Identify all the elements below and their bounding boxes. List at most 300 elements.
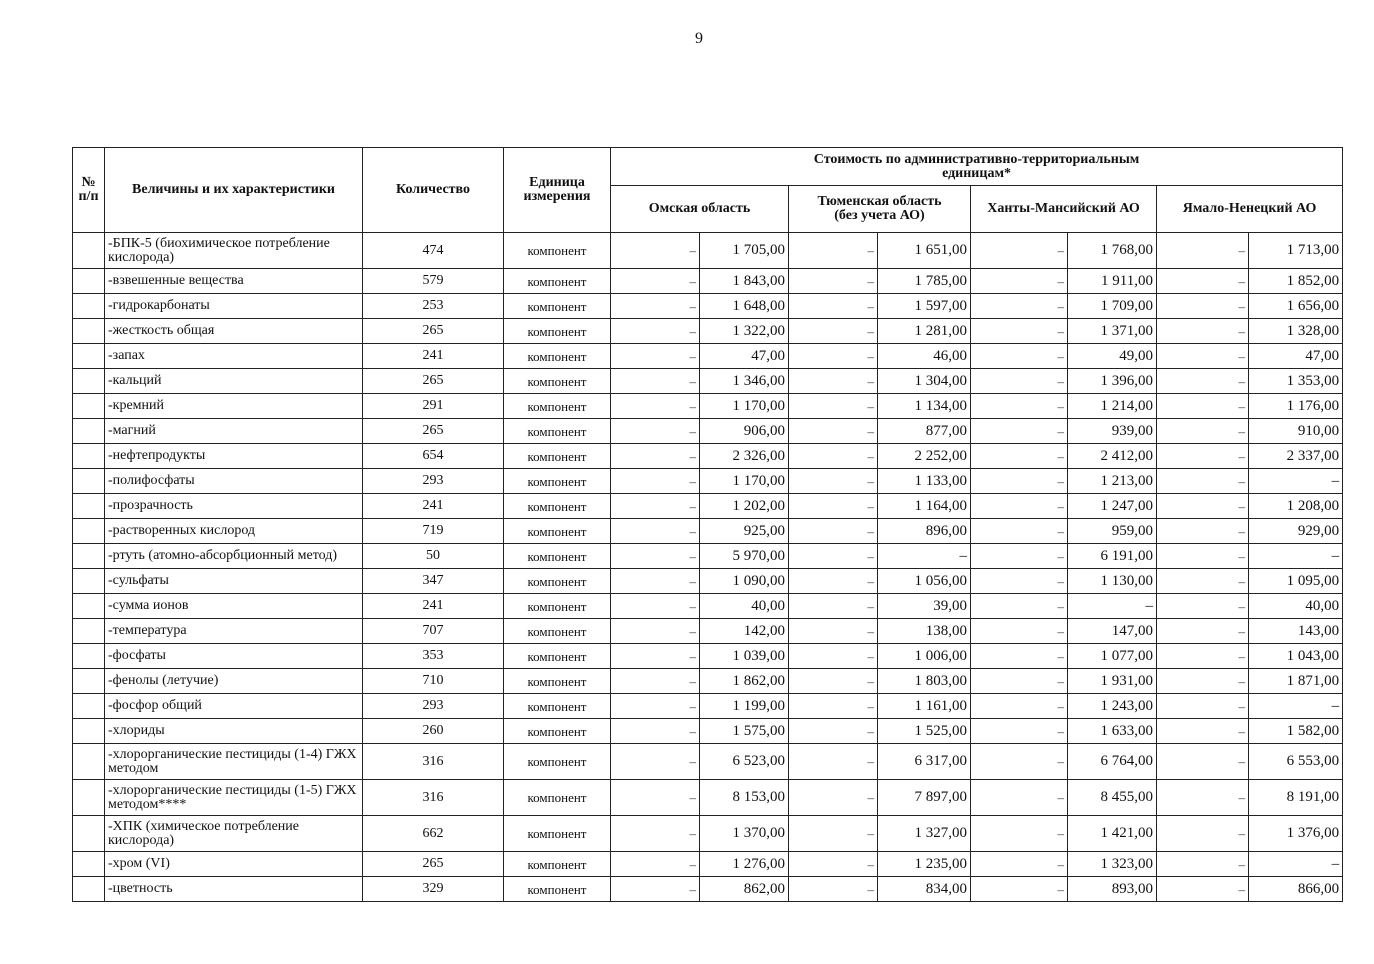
row-name: -гидрокарбонаты: [105, 294, 363, 319]
row-dash: –: [789, 233, 878, 269]
table-row: [73, 744, 1343, 780]
table-row: [73, 294, 1343, 319]
row-dash: –: [1157, 294, 1249, 319]
row-dash: –: [971, 469, 1068, 494]
row-value: 1 208,00: [1249, 494, 1343, 519]
row-number: [73, 644, 105, 669]
row-quantity: 474: [363, 233, 504, 269]
row-value: –: [1249, 852, 1343, 877]
row-value: 1 353,00: [1249, 369, 1343, 394]
row-number: [73, 852, 105, 877]
table-row: [73, 816, 1343, 852]
row-number: [73, 744, 105, 780]
row-name: -фенолы (летучие): [105, 669, 363, 694]
row-value: 1 911,00: [1068, 269, 1157, 294]
row-quantity: 265: [363, 419, 504, 444]
row-dash: –: [971, 444, 1068, 469]
row-dash: –: [611, 294, 700, 319]
row-dash: –: [971, 494, 1068, 519]
row-value: 47,00: [700, 344, 789, 369]
row-name: -БПК-5 (биохимическое потребление кислорода): [105, 233, 363, 269]
table-row: [73, 877, 1343, 902]
row-name: -сульфаты: [105, 569, 363, 594]
row-value: 1 043,00: [1249, 644, 1343, 669]
row-number: [73, 780, 105, 816]
row-dash: –: [1157, 544, 1249, 569]
row-number: [73, 619, 105, 644]
row-value: 910,00: [1249, 419, 1343, 444]
row-dash: –: [789, 594, 878, 619]
row-number: [73, 469, 105, 494]
row-dash: –: [789, 519, 878, 544]
row-value: 47,00: [1249, 344, 1343, 369]
row-value: 1 862,00: [700, 669, 789, 694]
row-name: -кальций: [105, 369, 363, 394]
row-quantity: 241: [363, 344, 504, 369]
row-value: 866,00: [1249, 877, 1343, 902]
row-unit: компонент: [504, 469, 611, 494]
row-name: -полифосфаты: [105, 469, 363, 494]
row-name: -растворенных кислород: [105, 519, 363, 544]
row-dash: –: [611, 519, 700, 544]
row-dash: –: [1157, 319, 1249, 344]
row-unit: компонент: [504, 269, 611, 294]
row-value: 1 376,00: [1249, 816, 1343, 852]
row-dash: –: [789, 469, 878, 494]
row-value: 1 713,00: [1249, 233, 1343, 269]
row-value: 1 134,00: [878, 394, 971, 419]
row-value: 40,00: [700, 594, 789, 619]
row-value: 1 346,00: [700, 369, 789, 394]
row-dash: –: [971, 544, 1068, 569]
row-name: -хлорорганические пестициды (1-5) ГЖХ методом****: [105, 780, 363, 816]
row-unit: компонент: [504, 394, 611, 419]
row-quantity: 347: [363, 569, 504, 594]
row-value: 1 709,00: [1068, 294, 1157, 319]
row-unit: компонент: [504, 494, 611, 519]
row-number: [73, 294, 105, 319]
row-quantity: 579: [363, 269, 504, 294]
row-name: -ХПК (химическое потребление кислорода): [105, 816, 363, 852]
row-value: 1 582,00: [1249, 719, 1343, 744]
row-number: [73, 394, 105, 419]
row-dash: –: [611, 644, 700, 669]
row-name: -жесткость общая: [105, 319, 363, 344]
row-dash: –: [789, 852, 878, 877]
row-value: 2 326,00: [700, 444, 789, 469]
row-value: 1 328,00: [1249, 319, 1343, 344]
row-dash: –: [789, 394, 878, 419]
row-dash: –: [1157, 877, 1249, 902]
row-value: 929,00: [1249, 519, 1343, 544]
row-value: 138,00: [878, 619, 971, 644]
table-row: [73, 494, 1343, 519]
row-name: -нефтепродукты: [105, 444, 363, 469]
row-value: 1 161,00: [878, 694, 971, 719]
header-cost: Стоимость по административно-территориальным единицам*: [611, 148, 1343, 186]
row-value: 1 095,00: [1249, 569, 1343, 594]
table-row: [73, 394, 1343, 419]
row-dash: –: [1157, 233, 1249, 269]
row-dash: –: [611, 877, 700, 902]
row-dash: –: [611, 469, 700, 494]
row-name: -магний: [105, 419, 363, 444]
row-value: 143,00: [1249, 619, 1343, 644]
row-value: 862,00: [700, 877, 789, 902]
row-dash: –: [1157, 519, 1249, 544]
row-value: 1 705,00: [700, 233, 789, 269]
row-dash: –: [1157, 494, 1249, 519]
row-dash: –: [789, 344, 878, 369]
row-dash: –: [1157, 669, 1249, 694]
row-unit: компонент: [504, 669, 611, 694]
row-dash: –: [971, 569, 1068, 594]
table-row: [73, 269, 1343, 294]
row-dash: –: [971, 519, 1068, 544]
row-value: 1 322,00: [700, 319, 789, 344]
row-dash: –: [789, 877, 878, 902]
row-dash: –: [789, 719, 878, 744]
row-dash: –: [1157, 816, 1249, 852]
row-value: 1 803,00: [878, 669, 971, 694]
row-number: [73, 544, 105, 569]
row-value: 834,00: [878, 877, 971, 902]
row-unit: компонент: [504, 369, 611, 394]
row-value: 1 090,00: [700, 569, 789, 594]
row-value: 1 281,00: [878, 319, 971, 344]
row-dash: –: [789, 419, 878, 444]
row-value: 959,00: [1068, 519, 1157, 544]
row-number: [73, 233, 105, 269]
row-value: 1 396,00: [1068, 369, 1157, 394]
row-value: 1 371,00: [1068, 319, 1157, 344]
row-quantity: 316: [363, 780, 504, 816]
row-unit: компонент: [504, 569, 611, 594]
header-unit: Единица измерения: [504, 148, 611, 233]
row-dash: –: [971, 644, 1068, 669]
row-unit: компонент: [504, 294, 611, 319]
row-value: 6 523,00: [700, 744, 789, 780]
row-dash: –: [611, 694, 700, 719]
row-name: -ртуть (атомно-абсорбционный метод): [105, 544, 363, 569]
row-dash: –: [789, 494, 878, 519]
row-dash: –: [789, 644, 878, 669]
row-value: 1 651,00: [878, 233, 971, 269]
row-value: –: [1249, 544, 1343, 569]
row-dash: –: [789, 669, 878, 694]
row-dash: –: [611, 569, 700, 594]
row-value: 1 843,00: [700, 269, 789, 294]
row-value: 1 931,00: [1068, 669, 1157, 694]
row-dash: –: [971, 269, 1068, 294]
row-value: 896,00: [878, 519, 971, 544]
row-quantity: 293: [363, 469, 504, 494]
row-value: 39,00: [878, 594, 971, 619]
table-row: [73, 319, 1343, 344]
table-row: [73, 780, 1343, 816]
table-row: [73, 544, 1343, 569]
row-number: [73, 519, 105, 544]
row-name: -взвешенные вещества: [105, 269, 363, 294]
row-value: 1 176,00: [1249, 394, 1343, 419]
header-qty: Количество: [363, 148, 504, 233]
row-value: 1 243,00: [1068, 694, 1157, 719]
row-unit: компонент: [504, 544, 611, 569]
row-value: 8 153,00: [700, 780, 789, 816]
row-value: 1 164,00: [878, 494, 971, 519]
row-quantity: 316: [363, 744, 504, 780]
row-quantity: 260: [363, 719, 504, 744]
row-value: 925,00: [700, 519, 789, 544]
table-row: [73, 669, 1343, 694]
row-unit: компонент: [504, 694, 611, 719]
row-value: 877,00: [878, 419, 971, 444]
row-name: -фосфаты: [105, 644, 363, 669]
row-dash: –: [611, 419, 700, 444]
table-row: [73, 344, 1343, 369]
row-unit: компонент: [504, 744, 611, 780]
row-dash: –: [611, 719, 700, 744]
row-value: 1 370,00: [700, 816, 789, 852]
row-dash: –: [611, 344, 700, 369]
row-name: -фосфор общий: [105, 694, 363, 719]
row-name: -кремний: [105, 394, 363, 419]
row-dash: –: [971, 294, 1068, 319]
row-dash: –: [789, 369, 878, 394]
row-dash: –: [1157, 744, 1249, 780]
row-value: 1 575,00: [700, 719, 789, 744]
row-dash: –: [789, 816, 878, 852]
row-dash: –: [611, 619, 700, 644]
row-quantity: 710: [363, 669, 504, 694]
row-number: [73, 419, 105, 444]
table-row: [73, 444, 1343, 469]
row-unit: компонент: [504, 852, 611, 877]
row-quantity: 707: [363, 619, 504, 644]
row-value: 1 525,00: [878, 719, 971, 744]
row-value: 1 133,00: [878, 469, 971, 494]
row-value: 1 768,00: [1068, 233, 1157, 269]
row-dash: –: [1157, 694, 1249, 719]
row-value: 40,00: [1249, 594, 1343, 619]
table-row: [73, 569, 1343, 594]
row-dash: –: [1157, 619, 1249, 644]
row-dash: –: [1157, 852, 1249, 877]
row-dash: –: [1157, 594, 1249, 619]
row-quantity: 329: [363, 877, 504, 902]
row-value: 142,00: [700, 619, 789, 644]
row-dash: –: [611, 233, 700, 269]
row-dash: –: [971, 344, 1068, 369]
row-name: -хром (VI): [105, 852, 363, 877]
cost-table: [72, 147, 1343, 902]
row-unit: компонент: [504, 233, 611, 269]
table-row: [73, 694, 1343, 719]
row-value: 1 597,00: [878, 294, 971, 319]
row-dash: –: [1157, 569, 1249, 594]
row-dash: –: [1157, 369, 1249, 394]
row-value: 1 202,00: [700, 494, 789, 519]
row-dash: –: [611, 394, 700, 419]
row-dash: –: [971, 233, 1068, 269]
header-region-khmao: Ханты-Мансийский АО: [971, 186, 1157, 233]
row-value: 1 235,00: [878, 852, 971, 877]
row-dash: –: [789, 780, 878, 816]
row-dash: –: [611, 816, 700, 852]
row-value: 1 006,00: [878, 644, 971, 669]
row-value: 893,00: [1068, 877, 1157, 902]
row-unit: компонент: [504, 419, 611, 444]
table-row: [73, 369, 1343, 394]
row-dash: –: [611, 852, 700, 877]
row-name: -цветность: [105, 877, 363, 902]
row-dash: –: [611, 269, 700, 294]
table-row: [73, 852, 1343, 877]
row-value: 1 421,00: [1068, 816, 1157, 852]
row-value: 939,00: [1068, 419, 1157, 444]
row-dash: –: [971, 619, 1068, 644]
row-dash: –: [789, 619, 878, 644]
row-value: 2 252,00: [878, 444, 971, 469]
row-dash: –: [611, 744, 700, 780]
row-value: 6 317,00: [878, 744, 971, 780]
row-number: [73, 594, 105, 619]
row-dash: –: [971, 419, 1068, 444]
table-body: [73, 233, 1343, 902]
row-value: 147,00: [1068, 619, 1157, 644]
row-dash: –: [1157, 394, 1249, 419]
row-quantity: 662: [363, 816, 504, 852]
row-unit: компонент: [504, 444, 611, 469]
table-row: [73, 519, 1343, 544]
row-value: 1 648,00: [700, 294, 789, 319]
row-dash: –: [971, 816, 1068, 852]
row-dash: –: [971, 594, 1068, 619]
row-quantity: 265: [363, 319, 504, 344]
row-dash: –: [789, 569, 878, 594]
table-row: [73, 619, 1343, 644]
row-unit: компонент: [504, 319, 611, 344]
row-value: 1 077,00: [1068, 644, 1157, 669]
row-dash: –: [789, 319, 878, 344]
row-value: 1 323,00: [1068, 852, 1157, 877]
row-number: [73, 569, 105, 594]
row-quantity: 50: [363, 544, 504, 569]
row-unit: компонент: [504, 344, 611, 369]
row-dash: –: [611, 494, 700, 519]
row-value: 1 213,00: [1068, 469, 1157, 494]
table-row: [73, 233, 1343, 269]
table-row: [73, 469, 1343, 494]
row-value: 1 039,00: [700, 644, 789, 669]
table-row: [73, 419, 1343, 444]
row-quantity: 654: [363, 444, 504, 469]
row-dash: –: [1157, 780, 1249, 816]
row-dash: –: [611, 594, 700, 619]
row-value: 1 056,00: [878, 569, 971, 594]
row-value: 5 970,00: [700, 544, 789, 569]
row-value: 1 214,00: [1068, 394, 1157, 419]
row-value: 6 764,00: [1068, 744, 1157, 780]
row-value: 1 304,00: [878, 369, 971, 394]
row-dash: –: [789, 544, 878, 569]
row-number: [73, 269, 105, 294]
row-dash: –: [1157, 469, 1249, 494]
row-value: 46,00: [878, 344, 971, 369]
row-number: [73, 669, 105, 694]
row-name: -температура: [105, 619, 363, 644]
row-dash: –: [1157, 269, 1249, 294]
row-value: 49,00: [1068, 344, 1157, 369]
row-value: 1 852,00: [1249, 269, 1343, 294]
row-number: [73, 877, 105, 902]
row-dash: –: [971, 319, 1068, 344]
row-dash: –: [611, 444, 700, 469]
header-num: № п/п: [73, 148, 105, 233]
row-dash: –: [1157, 444, 1249, 469]
header-region-tyumen: Тюменская область (без учета АО): [789, 186, 971, 233]
table-row: [73, 644, 1343, 669]
row-dash: –: [789, 269, 878, 294]
row-value: 906,00: [700, 419, 789, 444]
row-dash: –: [971, 719, 1068, 744]
row-quantity: 265: [363, 369, 504, 394]
row-value: 7 897,00: [878, 780, 971, 816]
row-name: -прозрачность: [105, 494, 363, 519]
row-dash: –: [971, 394, 1068, 419]
row-dash: –: [971, 694, 1068, 719]
row-dash: –: [611, 669, 700, 694]
row-quantity: 241: [363, 494, 504, 519]
row-dash: –: [611, 319, 700, 344]
row-value: 6 191,00: [1068, 544, 1157, 569]
row-dash: –: [971, 744, 1068, 780]
row-number: [73, 444, 105, 469]
row-quantity: 353: [363, 644, 504, 669]
row-unit: компонент: [504, 877, 611, 902]
row-value: 6 553,00: [1249, 744, 1343, 780]
row-dash: –: [789, 694, 878, 719]
row-value: 1 276,00: [700, 852, 789, 877]
row-number: [73, 494, 105, 519]
row-unit: компонент: [504, 719, 611, 744]
row-number: [73, 816, 105, 852]
row-value: 1 785,00: [878, 269, 971, 294]
row-quantity: 253: [363, 294, 504, 319]
row-number: [73, 319, 105, 344]
row-dash: –: [611, 369, 700, 394]
row-name: -сумма ионов: [105, 594, 363, 619]
row-number: [73, 344, 105, 369]
row-value: –: [878, 544, 971, 569]
row-value: 1 656,00: [1249, 294, 1343, 319]
row-name: -хлориды: [105, 719, 363, 744]
page-number: 9: [695, 30, 703, 47]
row-quantity: 291: [363, 394, 504, 419]
row-value: 1 199,00: [700, 694, 789, 719]
row-dash: –: [1157, 644, 1249, 669]
row-name: -запах: [105, 344, 363, 369]
row-dash: –: [971, 669, 1068, 694]
header-name: Величины и их характеристики: [105, 148, 363, 233]
row-value: 2 412,00: [1068, 444, 1157, 469]
header-region-omsk: Омская область: [611, 186, 789, 233]
header-region-yanao: Ямало-Ненецкий АО: [1157, 186, 1343, 233]
row-value: –: [1068, 594, 1157, 619]
row-unit: компонент: [504, 594, 611, 619]
row-dash: –: [611, 544, 700, 569]
row-value: 1 633,00: [1068, 719, 1157, 744]
